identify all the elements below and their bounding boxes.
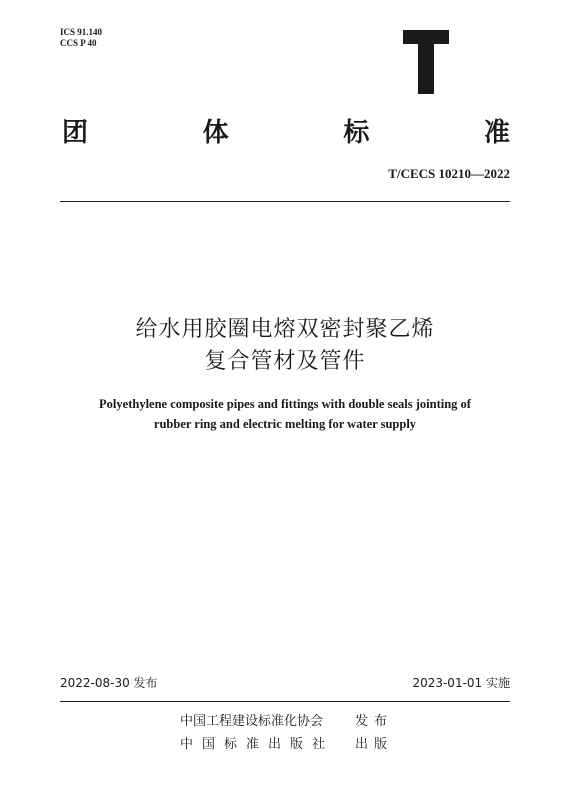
issuer-row [180, 710, 410, 729]
standard-type-char: 准 [483, 117, 510, 148]
title-en-line2: rubber ring and electric melting for water supply [153, 417, 417, 431]
issuer-role: 发布 [355, 714, 394, 729]
standard-type-char: 体 [202, 117, 229, 148]
classification-codes [60, 27, 102, 49]
title-zh-line1: 给水用胶圈电熔双密封聚乙烯 [135, 317, 435, 342]
implementation-date: 2023-01-01 实施 [412, 676, 510, 690]
standard-type-char: 团 [62, 117, 89, 148]
bottom-divider [60, 701, 510, 702]
press-name: 中国标准出版社 [180, 737, 335, 752]
standard-number: T/CECS 10210—2022 [388, 166, 510, 181]
standard-type-char: 标 [343, 117, 370, 148]
press-role: 出版 [355, 737, 394, 752]
press-row [180, 733, 410, 752]
t-logo-icon [403, 30, 449, 94]
title-zh-line2: 复合管材及管件 [204, 349, 366, 374]
ics-code: ICS 91.140 [60, 27, 103, 37]
issue-date: 2022-08-30 发布 [60, 676, 158, 690]
top-divider [60, 201, 510, 202]
ccs-code: CCS P 40 [60, 38, 97, 48]
standard-type-heading [62, 110, 510, 150]
issuer-name: 中国工程建设标准化协会 [180, 714, 324, 729]
title-en-line1: Polyethylene composite pipes and fittings with double seals jointing of [99, 397, 471, 411]
